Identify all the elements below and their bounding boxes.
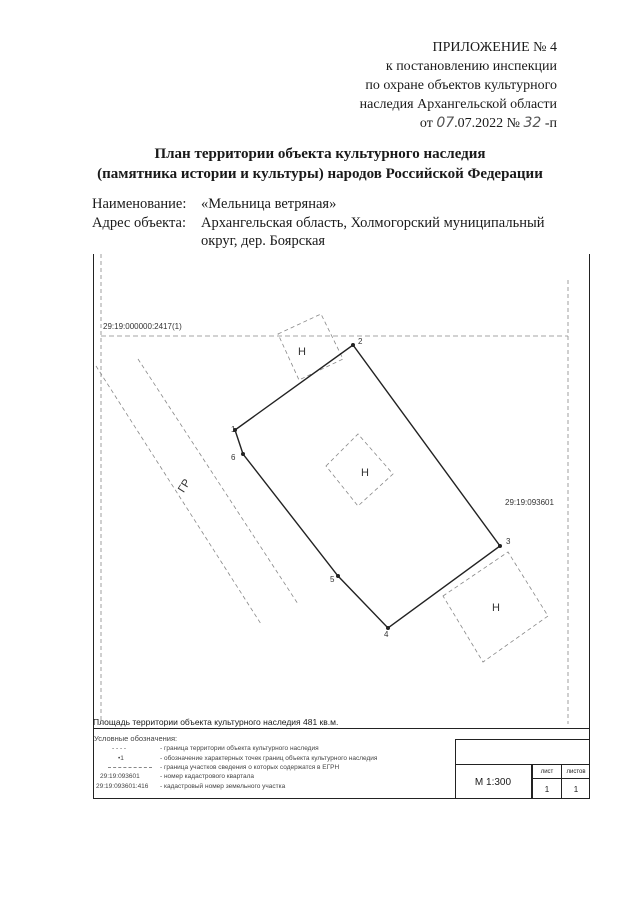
point-1-label: 1 <box>231 425 236 434</box>
legend-symbol-2: •1 <box>118 755 124 762</box>
road-edge-left <box>96 366 261 624</box>
building-label-top: Н <box>298 346 306 358</box>
name-value: «Мельница ветряная» <box>201 196 337 212</box>
legend-text-3: - граница участков сведения о которых содержатся в ЕГРН <box>160 764 340 771</box>
legend-text-5: - кадастровый номер земельного участка <box>160 783 286 790</box>
point-5-label: 5 <box>330 575 335 584</box>
address-line-1: Архангельская область, Холмогорский муниципальный <box>201 215 545 231</box>
legend-text-4: - номер кадастрового квартала <box>160 773 255 780</box>
plan-title-line-1: План территории объекта культурного наследия <box>154 146 486 162</box>
point-3-label: 3 <box>506 537 511 546</box>
point-6-label: 6 <box>231 453 236 462</box>
point-3-marker <box>498 544 502 548</box>
mill-building-outline <box>326 434 393 506</box>
parcel-cadastral-label: 29:19:000000:2417(1) <box>103 322 182 331</box>
appendix-line-3: наследия Архангельской области <box>359 97 557 112</box>
building-label-bottom: Н <box>492 602 500 614</box>
address-line-2: округ, дер. Боярская <box>201 233 326 249</box>
legend-text-2: - обозначение характерных точек границ объекта культурного наследия <box>160 755 378 762</box>
appendix-line-1: к постановлению инспекции <box>385 59 557 74</box>
address-label: Адрес объекта: <box>92 215 186 231</box>
legend-symbol-5: 29:19:093601:416 <box>96 783 149 790</box>
area-text: Площадь территории объекта культурного наследия 481 кв.м. <box>93 717 339 727</box>
area-divider <box>93 728 590 729</box>
legend-text-1: - граница территории объекта культурного наследия <box>160 745 319 752</box>
doc-number-handwritten: 32 <box>523 115 542 131</box>
point-2-marker <box>351 343 355 347</box>
sheets-value-cell: 1 <box>561 778 590 799</box>
name-label: Наименование: <box>92 196 187 212</box>
neighbour-building-top <box>278 314 343 380</box>
sheet-header-cell: лист <box>532 764 561 778</box>
date-day-handwritten: 07 <box>436 115 455 131</box>
date-rest: .07.2022 № <box>454 116 521 131</box>
appendix-title: ПРИЛОЖЕНИЕ № 4 <box>432 40 557 55</box>
point-4-label: 4 <box>384 630 389 639</box>
plan-title-line-2: (памятника истории и культуры) народов Российской Федерации <box>97 166 543 182</box>
appendix-date-line <box>420 114 557 133</box>
scale-cell: М 1:300 <box>455 764 532 799</box>
point-6-marker <box>241 452 245 456</box>
heritage-boundary <box>235 345 500 628</box>
road-label: ГР <box>176 477 194 495</box>
sheet-value-cell: 1 <box>532 778 561 799</box>
building-label-center: Н <box>361 467 369 479</box>
legend-symbol-3-line <box>108 767 152 768</box>
sheets-header-cell: листов <box>561 764 590 778</box>
date-prefix: от <box>419 116 433 131</box>
point-2-label: 2 <box>358 337 363 346</box>
doc-suffix: -п <box>544 116 557 131</box>
appendix-line-2: по охране объектов культурного <box>365 78 557 93</box>
road-edge-right <box>138 359 298 604</box>
point-5-marker <box>336 574 340 578</box>
quarter-cadastral-label: 29:19:093601 <box>505 498 554 507</box>
legend-heading: Условные обозначения: <box>94 734 178 743</box>
legend-symbol-4: 29:19:093601 <box>100 773 140 780</box>
legend-symbol-1: - - - - <box>112 745 127 752</box>
